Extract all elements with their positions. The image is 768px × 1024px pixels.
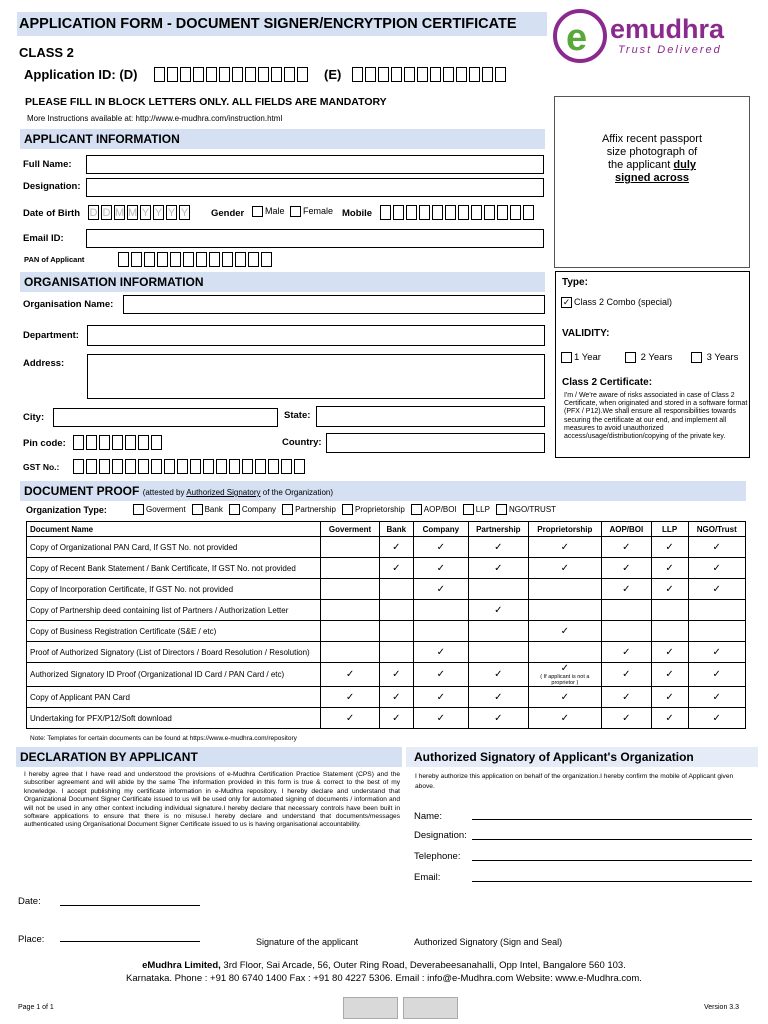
combo-checkbox[interactable]: ✓ <box>562 297 571 308</box>
check-cell: ✓ <box>602 708 652 729</box>
org-type-option[interactable] <box>496 505 556 514</box>
check-cell: ✓ <box>468 708 528 729</box>
column-header: Company <box>413 522 468 537</box>
footer-address: eMudhra Limited, 3rd Floor, Sai Arcade, 56, Outer Ring Road, Deverabeesanahalli, Opp Intel, Bangalore 560 103. Karnataka. Phone : +91 80 6740 1400 Fax : +91 80 4227 5306. Email : info@e-Mudhra.com Website: www.e-Mudhra.com. <box>126 960 642 984</box>
letter-cell[interactable] <box>393 205 404 220</box>
combo-option[interactable]: ✓ Class 2 Combo (special) <box>562 297 673 308</box>
check-cell <box>468 621 528 642</box>
check-cell <box>379 642 413 663</box>
letter-cell[interactable] <box>209 252 220 267</box>
table-row <box>27 579 746 600</box>
check-cell: ✓ <box>688 558 746 579</box>
letter-cell[interactable]: Y <box>141 207 150 219</box>
column-header: NGO/Trust <box>688 522 746 537</box>
letter-cell[interactable] <box>177 459 188 474</box>
check-cell <box>321 642 380 663</box>
check-cell: ✓ <box>321 687 380 708</box>
check-cell: ✓ <box>528 687 601 708</box>
check-cell: ✓ <box>651 642 688 663</box>
application-id-e-cells[interactable] <box>352 67 508 82</box>
check-cell <box>602 600 652 621</box>
check-cell: ✓ <box>651 558 688 579</box>
check-cell: ✓ <box>602 579 652 600</box>
org-type-label: AOP/BOI <box>423 504 457 514</box>
table-row <box>27 687 746 708</box>
doc-proof-header: DOCUMENT PROOF (attested by Authorized Signatory of the Organization) <box>24 484 334 498</box>
department-label: Department: <box>23 330 79 341</box>
column-header: Document Name <box>27 522 321 537</box>
org-type-option[interactable] <box>463 505 490 514</box>
letter-cell[interactable] <box>112 459 123 474</box>
letter-cell[interactable] <box>284 67 295 82</box>
letter-cell[interactable] <box>86 435 97 450</box>
check-cell: ✓ <box>688 579 746 600</box>
document-name-cell: Copy of Business Registration Certificate (S&E / etc) <box>27 621 321 642</box>
logo-name: emudhra <box>610 14 725 44</box>
letter-cell[interactable] <box>497 205 508 220</box>
letter-cell[interactable] <box>206 67 217 82</box>
document-proof-table <box>26 521 746 729</box>
class2-cert-title: Class 2 Certificate: <box>562 377 653 388</box>
proprietor-note: ( If applicant is not a proprietor ) <box>540 674 590 686</box>
declaration-header: DECLARATION BY APPLICANT <box>20 750 198 764</box>
dob-label: Date of Birth <box>23 208 80 219</box>
emudhra-logo <box>552 8 762 64</box>
org-type-checkbox[interactable] <box>133 504 144 515</box>
country-label: Country: <box>282 437 322 448</box>
female-checkbox[interactable] <box>290 206 301 217</box>
letter-cell[interactable] <box>417 67 428 82</box>
letter-cell[interactable] <box>391 67 402 82</box>
letter-cell[interactable] <box>118 252 129 267</box>
column-header: LLP <box>651 522 688 537</box>
check-cell: ✓ <box>528 621 601 642</box>
letter-cell[interactable] <box>258 67 269 82</box>
class2-cert-text: I'm / We're aware of risks associated in case of Class 2 Certificate, when originated and stored in a software format (PFX / P12).We shall ensure all responsibilities towards securing the certificate at our end, and implement all measures to avoid unauthorized access/usage/distribution/copying of the private key. <box>564 392 748 441</box>
document-name-cell: Undertaking for PFX/P12/Soft download <box>27 708 321 729</box>
check-cell <box>528 600 601 621</box>
letter-cell[interactable] <box>170 252 181 267</box>
org-type-checkbox[interactable] <box>342 504 353 515</box>
letter-cell[interactable] <box>138 435 149 450</box>
org-type-checkbox[interactable] <box>496 504 507 515</box>
check-cell: ✓ <box>651 663 688 687</box>
table-row <box>27 537 746 558</box>
check-cell: ✓ <box>651 687 688 708</box>
mobile-cells[interactable] <box>380 205 536 220</box>
letter-cell[interactable] <box>190 459 201 474</box>
letter-cell[interactable] <box>378 67 389 82</box>
letter-cell[interactable] <box>430 67 441 82</box>
org-type-label: Company <box>241 504 277 514</box>
document-name-cell: Authorized Signatory ID Proof (Organizational ID Card / PAN Card / etc) <box>27 663 321 687</box>
check-cell: ✓ <box>468 663 528 687</box>
letter-cell[interactable] <box>419 205 430 220</box>
more-instructions: More Instructions available at: http://www.e-mudhra.com/instruction.html <box>27 114 283 123</box>
application-id-label: Application ID: (D) <box>24 67 138 82</box>
letter-cell[interactable] <box>216 459 227 474</box>
letter-cell[interactable] <box>203 459 214 474</box>
footer-button-left[interactable] <box>343 997 398 1019</box>
letter-cell[interactable] <box>445 205 456 220</box>
check-cell <box>688 621 746 642</box>
letter-cell[interactable] <box>242 459 253 474</box>
validity-2-years[interactable]: 2 Years <box>625 352 672 363</box>
footer-button-right[interactable] <box>403 997 458 1019</box>
org-type-label: Proprietorship <box>354 504 405 514</box>
date-label: Date: <box>18 896 41 907</box>
org-type-label: LLP <box>475 504 490 514</box>
check-cell: ✓ <box>468 558 528 579</box>
version-label: Version 3.3 <box>704 1004 740 1011</box>
full-name-label: Full Name: <box>23 159 72 170</box>
letter-cell[interactable] <box>180 67 191 82</box>
letter-cell[interactable] <box>268 459 279 474</box>
check-cell <box>379 621 413 642</box>
check-cell: ✓ <box>468 687 528 708</box>
column-header: Bank <box>379 522 413 537</box>
letter-cell[interactable] <box>196 252 207 267</box>
letter-cell[interactable] <box>125 459 136 474</box>
org-type-checkbox[interactable] <box>411 504 422 515</box>
table-row <box>27 558 746 579</box>
letter-cell[interactable] <box>523 205 534 220</box>
full-name-input[interactable] <box>86 155 544 174</box>
org-type-checkbox[interactable] <box>192 504 203 515</box>
application-id-d-cells[interactable] <box>154 67 310 82</box>
letter-cell[interactable] <box>458 205 469 220</box>
org-type-checkbox[interactable] <box>282 504 293 515</box>
org-type-checkbox[interactable] <box>229 504 240 515</box>
letter-cell[interactable] <box>297 67 308 82</box>
type-label: Type: <box>562 277 588 288</box>
letter-cell[interactable] <box>164 459 175 474</box>
check-cell <box>528 579 601 600</box>
document-name-cell: Copy of Applicant PAN Card <box>27 687 321 708</box>
check-cell: ✓ <box>413 558 468 579</box>
letter-cell[interactable]: Y <box>154 207 163 219</box>
check-cell: ✓ <box>321 663 380 687</box>
letter-cell[interactable] <box>193 67 204 82</box>
org-name-label: Organisation Name: <box>23 299 114 310</box>
column-header: Goverment <box>321 522 380 537</box>
letter-cell[interactable] <box>86 459 97 474</box>
check-cell: ✓ <box>413 663 468 687</box>
state-label: State: <box>284 410 311 421</box>
pin-cells[interactable] <box>73 435 164 450</box>
check-cell <box>413 621 468 642</box>
letter-cell[interactable]: M <box>115 207 125 219</box>
letter-cell[interactable]: Y <box>167 207 176 219</box>
letter-cell[interactable]: M <box>128 207 138 219</box>
check-cell: ✓ <box>413 537 468 558</box>
department-input[interactable] <box>87 325 545 346</box>
block-letters-instruction: PLEASE FILL IN BLOCK LETTERS ONLY. ALL FIELDS ARE MANDATORY <box>25 96 387 108</box>
photo-box[interactable]: Affix recent passport size photograph of the applicant duly signed across <box>554 96 750 268</box>
designation-input[interactable] <box>86 178 544 197</box>
check-cell: ✓ <box>651 579 688 600</box>
application-id-e-label: (E) <box>324 67 342 82</box>
letter-cell[interactable] <box>232 67 243 82</box>
validity-3-checkbox[interactable] <box>691 352 702 363</box>
letter-cell[interactable] <box>484 205 495 220</box>
dob-cells[interactable] <box>88 205 192 220</box>
letter-cell[interactable] <box>456 67 467 82</box>
letter-cell[interactable] <box>157 252 168 267</box>
check-cell <box>528 642 601 663</box>
check-cell: ✓ <box>651 537 688 558</box>
check-cell: ✓ <box>379 537 413 558</box>
check-cell: ✓ <box>321 708 380 729</box>
check-cell <box>528 663 601 687</box>
org-type-label: Partnership <box>295 504 336 514</box>
check-cell <box>651 600 688 621</box>
validity-1-checkbox[interactable] <box>561 352 572 363</box>
check-cell: ✓ <box>688 663 746 687</box>
auth-name-line[interactable] <box>472 819 752 820</box>
auth-telephone-label: Telephone: <box>414 851 461 862</box>
org-type-label: Bank <box>204 504 223 514</box>
org-type-option[interactable] <box>133 505 186 514</box>
check-mark: ✓ <box>560 663 570 674</box>
letter-cell[interactable] <box>144 252 155 267</box>
email-label: Email ID: <box>23 233 64 244</box>
address-input[interactable] <box>87 354 545 399</box>
letter-cell[interactable] <box>406 205 417 220</box>
check-cell: ✓ <box>602 537 652 558</box>
check-cell: ✓ <box>379 708 413 729</box>
check-cell: ✓ <box>688 687 746 708</box>
letter-cell[interactable] <box>99 459 110 474</box>
letter-cell[interactable] <box>495 67 506 82</box>
pan-label: PAN of Applicant <box>24 255 85 264</box>
letter-cell[interactable] <box>229 459 240 474</box>
letter-cell[interactable] <box>271 67 282 82</box>
letter-cell[interactable] <box>482 67 493 82</box>
check-cell: ✓ <box>528 558 601 579</box>
auth-telephone-line[interactable] <box>472 860 752 861</box>
validity-2-checkbox[interactable] <box>625 352 636 363</box>
table-row <box>27 642 746 663</box>
city-label: City: <box>23 412 45 423</box>
org-type-label: NGO/TRUST <box>508 504 557 514</box>
date-line[interactable] <box>60 905 200 906</box>
check-cell: ✓ <box>413 642 468 663</box>
check-cell: ✓ <box>413 708 468 729</box>
table-row <box>27 663 746 687</box>
table-row <box>27 600 746 621</box>
letter-cell[interactable] <box>352 67 363 82</box>
letter-cell[interactable] <box>151 459 162 474</box>
org-type-option[interactable] <box>342 505 405 514</box>
letter-cell[interactable] <box>73 459 84 474</box>
check-cell: ✓ <box>602 663 652 687</box>
letter-cell[interactable] <box>432 205 443 220</box>
class-label: CLASS 2 <box>19 45 74 60</box>
letter-cell[interactable] <box>99 435 110 450</box>
letter-cell[interactable] <box>235 252 246 267</box>
letter-cell[interactable] <box>380 205 391 220</box>
email-input[interactable] <box>86 229 544 248</box>
letter-cell[interactable] <box>404 67 415 82</box>
place-line[interactable] <box>60 941 200 942</box>
letter-cell[interactable] <box>222 252 233 267</box>
org-type-label: Organization Type: <box>26 505 107 515</box>
document-name-cell: Copy of Incorporation Certificate, If GST No. not provided <box>27 579 321 600</box>
auth-header: Authorized Signatory of Applicant's Organization <box>414 750 694 764</box>
check-cell <box>321 558 380 579</box>
letter-cell[interactable] <box>167 67 178 82</box>
mobile-label: Mobile <box>342 208 373 219</box>
check-cell <box>602 621 652 642</box>
check-cell: ✓ <box>413 687 468 708</box>
gender-male-option[interactable]: Male <box>252 206 285 217</box>
check-cell: ✓ <box>379 558 413 579</box>
document-name-cell: Copy of Recent Bank Statement / Bank Certificate, If GST No. not provided <box>27 558 321 579</box>
logo-tagline: Trust Delivered <box>618 44 722 56</box>
document-name-cell: Copy of Partnership deed containing list of Partners / Authorization Letter <box>27 600 321 621</box>
table-row <box>27 708 746 729</box>
org-type-option[interactable] <box>192 505 223 514</box>
check-cell <box>321 600 380 621</box>
check-cell <box>379 579 413 600</box>
check-cell: ✓ <box>528 537 601 558</box>
letter-cell[interactable] <box>183 252 194 267</box>
org-header: ORGANISATION INFORMATION <box>24 275 204 289</box>
templates-note: Note: Templates for certain documents can be found at https://www.e-mudhra.com/repository <box>30 735 297 742</box>
auth-email-line[interactable] <box>472 881 752 882</box>
emudhra-logo-icon <box>552 8 612 64</box>
org-name-input[interactable] <box>123 295 545 314</box>
auth-email-label: Email: <box>414 872 441 883</box>
designation-label: Designation: <box>23 181 81 192</box>
table-row <box>27 621 746 642</box>
validity-3-years[interactable]: 3 Years <box>691 352 738 363</box>
letter-cell[interactable]: D <box>102 207 111 219</box>
check-cell: ✓ <box>379 687 413 708</box>
city-input[interactable] <box>53 408 278 427</box>
letter-cell[interactable] <box>125 435 136 450</box>
check-cell: ✓ <box>413 579 468 600</box>
auth-signature-label: Authorized Signatory (Sign and Seal) <box>414 937 563 947</box>
check-cell: ✓ <box>379 663 413 687</box>
auth-text: I hereby authorize this application on behalf of the organization.I hereby confirm the mobile of Applicant given above. <box>415 773 734 790</box>
letter-cell[interactable] <box>365 67 376 82</box>
document-name-cell: Proof of Authorized Signatory (List of Directors / Board Resolution / Resolution) <box>27 642 321 663</box>
letter-cell[interactable]: Y <box>180 207 189 219</box>
svg-text:e: e <box>566 17 588 59</box>
letter-cell[interactable] <box>73 435 84 450</box>
gender-label: Gender <box>211 208 245 219</box>
letter-cell[interactable] <box>443 67 454 82</box>
org-type-label: Goverment <box>146 504 186 514</box>
check-cell <box>321 621 380 642</box>
letter-cell[interactable] <box>510 205 521 220</box>
letter-cell[interactable] <box>154 67 165 82</box>
place-label: Place: <box>18 934 45 945</box>
letter-cell[interactable] <box>261 252 272 267</box>
letter-cell[interactable] <box>469 67 480 82</box>
letter-cell[interactable] <box>138 459 149 474</box>
gst-cells[interactable] <box>73 459 307 474</box>
check-cell <box>688 600 746 621</box>
letter-cell[interactable] <box>281 459 292 474</box>
validity-label: VALIDITY: <box>562 328 610 339</box>
check-cell <box>379 600 413 621</box>
letter-cell[interactable] <box>248 252 259 267</box>
check-cell <box>321 579 380 600</box>
letter-cell[interactable] <box>112 435 123 450</box>
letter-cell[interactable] <box>219 67 230 82</box>
letter-cell[interactable] <box>245 67 256 82</box>
page-number: Page 1 of 1 <box>18 1004 54 1011</box>
check-cell: ✓ <box>528 708 601 729</box>
state-input[interactable] <box>316 406 545 427</box>
org-type-checkbox[interactable] <box>463 504 474 515</box>
check-cell: ✓ <box>651 708 688 729</box>
org-type-option[interactable] <box>229 505 276 514</box>
check-cell <box>413 600 468 621</box>
table-header-row <box>27 522 746 537</box>
gender-female-option[interactable]: Female <box>290 206 333 217</box>
auth-designation-line[interactable] <box>472 839 752 840</box>
pan-cells[interactable] <box>118 252 274 267</box>
form-title: APPLICATION FORM - DOCUMENT SIGNER/ENCRYTPION CERTIFICATE <box>19 16 517 32</box>
org-type-options <box>133 504 562 515</box>
org-type-option[interactable] <box>282 505 336 514</box>
country-input[interactable] <box>326 433 545 453</box>
letter-cell[interactable] <box>131 252 142 267</box>
auth-name-label: Name: <box>414 811 442 822</box>
applicant-header: APPLICANT INFORMATION <box>24 132 180 146</box>
check-cell <box>651 621 688 642</box>
check-cell <box>321 537 380 558</box>
declaration-text: I hereby agree that I have read and understood the provisions of e-Mudhra Certification Practice Statement (CPS) and the subscriber agreement and will abide by the same The information provided in this form is true & correct to the best of my knowledge. I accept publishing my certificate information in e-Mudhra repository. I hereby declare and understand that Organizational Document Signer Certificate issued to us will be used only for automated signing of documents / information and will not be used in any other context including individual signature.I hereby declare that necessary controls have been built in software applications to ensure that there is no misuse.I hereby declare and understand that documents/messages authenticated using Organisational Document Signer Certificate issued to us is having organisational accountability. <box>24 771 400 829</box>
check-cell: ✓ <box>602 687 652 708</box>
check-cell <box>468 642 528 663</box>
letter-cell[interactable] <box>471 205 482 220</box>
applicant-signature-label: Signature of the applicant <box>256 937 359 947</box>
address-label: Address: <box>23 358 65 369</box>
check-cell: ✓ <box>688 708 746 729</box>
column-header: Partnership <box>468 522 528 537</box>
check-cell: ✓ <box>688 537 746 558</box>
check-cell: ✓ <box>688 642 746 663</box>
check-cell: ✓ <box>468 537 528 558</box>
check-cell <box>468 579 528 600</box>
letter-cell[interactable]: D <box>89 207 98 219</box>
validity-1-year[interactable]: 1 Year <box>561 352 601 363</box>
org-type-option[interactable] <box>411 505 457 514</box>
letter-cell[interactable] <box>294 459 305 474</box>
column-header: AOP/BOI <box>602 522 652 537</box>
letter-cell[interactable] <box>151 435 162 450</box>
auth-designation-label: Designation: <box>414 830 467 841</box>
check-cell: ✓ <box>602 642 652 663</box>
pin-label: Pin code: <box>23 438 66 449</box>
document-name-cell: Copy of Organizational PAN Card, If GST No. not provided <box>27 537 321 558</box>
check-cell: ✓ <box>468 600 528 621</box>
gst-label: GST No.: <box>23 462 60 472</box>
male-checkbox[interactable] <box>252 206 263 217</box>
check-cell: ✓ <box>602 558 652 579</box>
column-header: Proprietorship <box>528 522 601 537</box>
letter-cell[interactable] <box>255 459 266 474</box>
